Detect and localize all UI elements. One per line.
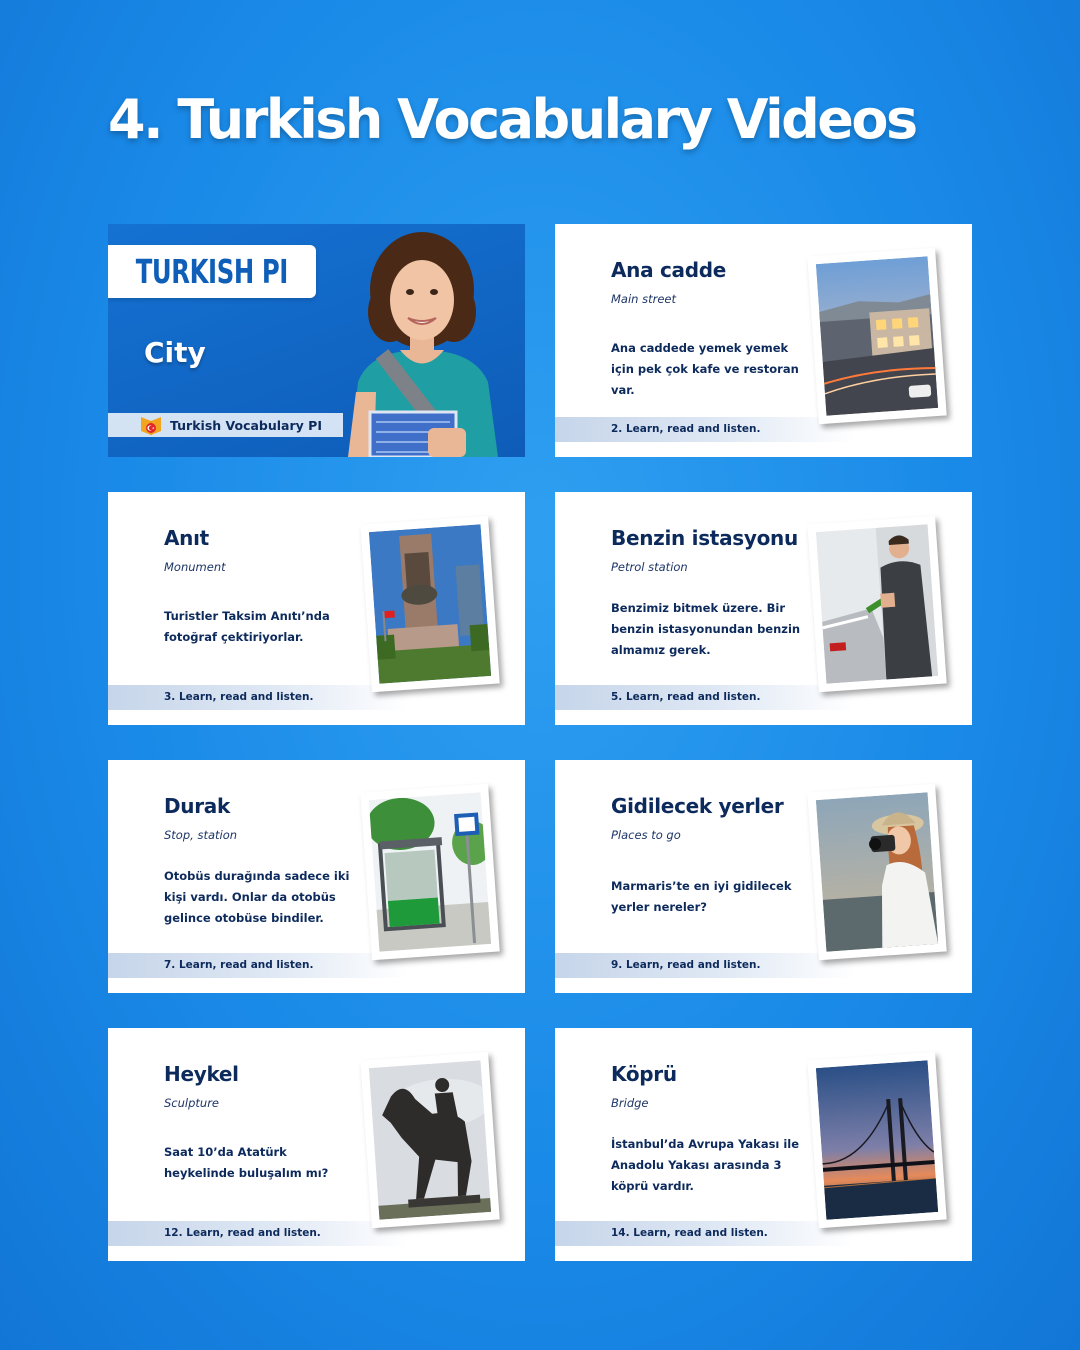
topic-title: City	[144, 336, 206, 369]
photographer-photo	[807, 784, 946, 961]
lesson-bar	[108, 685, 408, 710]
vocab-translation: Monument	[164, 560, 226, 574]
vocab-translation: Sculpture	[164, 1096, 220, 1110]
vocab-word: Anıt	[164, 526, 209, 550]
bus-stop-photo	[360, 784, 499, 961]
vocab-card-heykel[interactable]	[108, 1028, 525, 1261]
vocab-word: Köprü	[611, 1062, 677, 1086]
vocab-translation: Petrol station	[611, 560, 688, 574]
petrol-station-photo	[807, 516, 946, 693]
lesson-bar	[555, 953, 855, 978]
brand-badge	[108, 245, 316, 298]
lesson-bar	[555, 1221, 855, 1246]
lesson-bar	[108, 953, 408, 978]
channel-bar	[108, 413, 343, 437]
channel-name: Turkish Vocabulary PI	[170, 417, 322, 433]
vocab-sentence: Benzimiz bitmek üzere. Bir benzin istasyonundan benzin almamız gerek.	[611, 601, 801, 657]
brand-name: TURKISH PI	[135, 252, 289, 291]
main-street-photo	[807, 248, 946, 425]
vocab-card-kopru[interactable]	[555, 1028, 972, 1261]
lesson-label: 14. Learn, read and listen.	[611, 1227, 768, 1239]
vocab-sentence: Ana caddede yemek yemek için pek çok kafe ve restoran var.	[611, 341, 799, 397]
bridge-photo	[807, 1052, 946, 1229]
vocab-sentence: Turistler Taksim Anıtı’nda fotoğraf çektiriyorlar.	[164, 609, 330, 644]
lesson-label: 5. Learn, read and listen.	[611, 691, 761, 703]
vocab-translation: Bridge	[611, 1096, 649, 1110]
vocab-word: Ana cadde	[611, 258, 727, 282]
lesson-label: 9. Learn, read and listen.	[611, 959, 761, 971]
vocab-word: Durak	[164, 794, 231, 818]
vocab-translation: Stop, station	[164, 828, 238, 842]
lesson-bar	[555, 685, 855, 710]
lesson-label: 3. Learn, read and listen.	[164, 691, 314, 703]
lesson-bar	[555, 417, 855, 442]
vocab-card-durak[interactable]	[108, 760, 525, 993]
lesson-bar	[108, 1221, 408, 1246]
city-video-thumbnail[interactable]	[108, 224, 525, 457]
page-title: 4. Turkish Vocabulary Videos	[108, 88, 916, 151]
vocab-sentence: Marmaris’te en iyi gidilecek yerler nereler?	[611, 879, 792, 914]
vocab-word: Gidilecek yerler	[611, 794, 784, 818]
vocab-translation: Places to go	[611, 828, 681, 842]
vocab-card-benzin-istasyonu[interactable]	[555, 492, 972, 725]
vocab-word: Benzin istasyonu	[611, 526, 798, 550]
vocab-sentence: İstanbul’da Avrupa Yakası ile Anadolu Yakası arasında 3 köprü vardır.	[611, 1137, 800, 1193]
vocab-translation: Main street	[611, 292, 676, 306]
vocab-word: Heykel	[164, 1062, 239, 1086]
turkish-flag-book-icon	[140, 414, 162, 436]
monument-photo	[360, 516, 499, 693]
lesson-label: 12. Learn, read and listen.	[164, 1227, 321, 1239]
vocab-card-gidilecek-yerler[interactable]	[555, 760, 972, 993]
lesson-label: 7. Learn, read and listen.	[164, 959, 314, 971]
vocab-sentence: Otobüs durağında sadece iki kişi vardı. Onlar da otobüs gelince otobüse bindiler.	[164, 869, 350, 925]
vocab-sentence: Saat 10’da Atatürk heykelinde buluşalım mı?	[164, 1145, 329, 1180]
presenter-photo	[330, 232, 525, 457]
lesson-label: 2. Learn, read and listen.	[611, 423, 761, 435]
vocab-card-ana-cadde[interactable]	[555, 224, 972, 457]
vocab-card-anit[interactable]	[108, 492, 525, 725]
statue-photo	[360, 1052, 499, 1229]
